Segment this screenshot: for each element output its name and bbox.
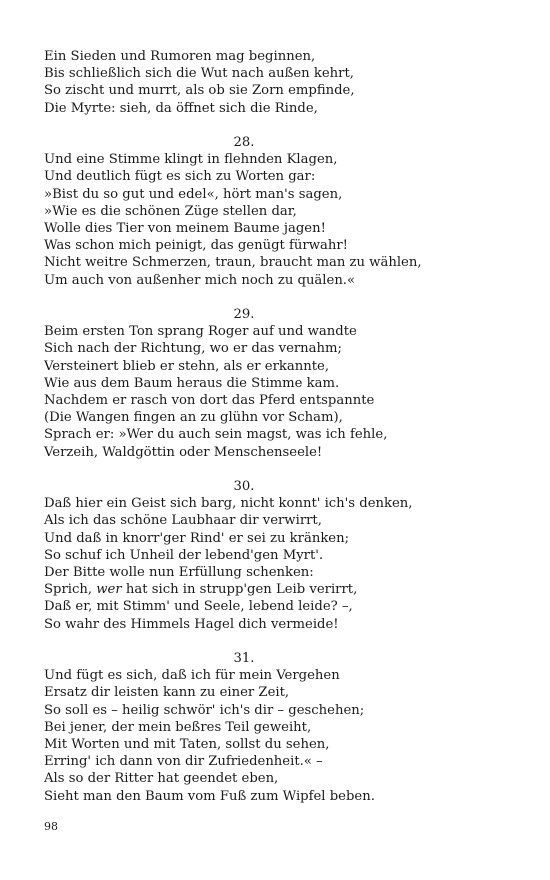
verse-line: Mit Worten und mit Taten, sollst du sehen, [44,737,330,753]
stanza-number: 29. [233,307,255,323]
verse-line: Bei jener, der mein beßres Teil geweiht, [44,719,312,735]
stanza [44,478,504,633]
verse-line: So wahr des Himmels Hagel dich vermeide! [44,616,339,632]
verse-line: Sprich, wer hat sich in strupp'gen Leib verirrt, [44,582,358,598]
stanza [44,134,504,289]
verse-line: Ein Sieden und Rumoren mag beginnen, [44,49,316,64]
verse-line: Um auch von außenher mich noch zu quälen.« [44,272,356,288]
verse-line: Ersatz dir leisten kann zu einer Zeit, [44,685,290,701]
verse-line: Wie aus dem Baum heraus die Stimme kam. [44,375,340,391]
stanza-number: 28. [233,135,255,150]
verse-line: Und deutlich fügt es sich zu Worten gar: [44,169,316,185]
verse-line: Sich nach der Richtung, wo er das vernahm; [44,341,342,357]
verse-line: Erring' ich dann von dir Zufriedenheit.« – [44,754,323,770]
verse-line: Sprach er: »Wer du auch sein magst, was ich fehle, [44,427,388,443]
poem-text [44,48,504,805]
verse-line: Daß hier ein Geist sich barg, nicht konnt' ich's denken, [44,496,413,512]
verse-line: Wolle dies Tier von meinem Baume jagen! [44,221,326,237]
verse-line: Daß er, mit Stimm' und Seele, lebend leide? –, [44,599,353,615]
verse-line: Beim ersten Ton sprang Roger auf und wandte [44,324,357,340]
verse-line: Als so der Ritter hat geendet eben, [44,771,279,787]
verse-line: »Wie es die schönen Züge stellen dar, [44,203,297,219]
stanza-number: 30. [233,479,255,495]
verse-line: Nachdem er rasch von dort das Pferd entspannte [44,393,375,409]
stanza [44,650,504,805]
verse-line: So zischt und murrt, als ob sie Zorn empfinde, [44,83,355,99]
verse-line: Der Bitte wolle nun Erfüllung schenken: [44,565,314,581]
verse-line: Sieht man den Baum vom Fuß zum Wipfel beben. [44,788,375,804]
verse-line: Und eine Stimme klingt in flehnden Klagen, [44,152,338,168]
stanza-number: 31. [233,651,255,667]
verse-line: Als ich das schöne Laubhaar dir verwirrt, [44,513,322,529]
verse-line: So soll es – heilig schwör' ich's dir – geschehen; [44,702,365,718]
verse-line: (Die Wangen fingen an zu glühn vor Scham), [44,410,343,426]
verse-line: So schuf ich Unheil der lebend'gen Myrt'. [44,547,324,563]
verse-line: Nicht weitre Schmerzen, traun, braucht man zu wählen, [44,255,422,271]
verse-line: Die Myrte: sieh, da öffnet sich die Rinde, [44,100,318,116]
stanza [44,48,504,117]
page-number: 98 [44,820,58,833]
verse-line: Was schon mich peinigt, das genügt fürwahr! [44,238,348,254]
stanza [44,306,504,461]
verse-line: Bis schließlich sich die Wut nach außen kehrt, [44,66,354,82]
verse-line: Und fügt es sich, daß ich für mein Vergehen [44,668,340,684]
verse-line: Verzeih, Waldgöttin oder Menschenseele! [44,444,323,460]
verse-line: Versteinert blieb er stehn, als er erkannte, [44,358,330,374]
verse-line: Und daß in knorr'ger Rind' er sei zu kränken; [44,530,350,546]
verse-line: »Bist du so gut und edel«, hört man's sagen, [44,186,343,202]
